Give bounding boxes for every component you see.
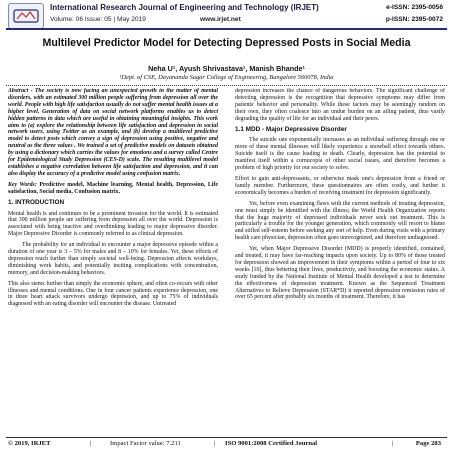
intro-heading: 1. INTRODUCTION [8, 198, 65, 206]
subsection-heading: 1.1 MDD - Major Depressive Disorder [235, 125, 347, 133]
pissn: p-ISSN: 2395-0072 [385, 16, 443, 23]
right-paragraph-1: depression increases the chance of dangerous behaviors. The significant challenge of detecting depression is the recognition that depressive symptoms may differ from patients' behavior and personality. While these factors may be seemingly random on their own, they often coalesce into an undue burden on an ailing patient, thus vastly degrading the quality of life for an individual and their peers. [235, 88, 445, 122]
journal-logo-icon [12, 7, 40, 25]
footer-divider: | [214, 440, 216, 447]
abstract-text: - The society is now facing an unexpected growth in the matter of mental disorders, with an estimated 300 million people suffering from depression all over the world. People with high life satisfaction usually do not suffer mental health issues at a higher level. Generation of data on social network platforms enables us to detect hidden patterns in data which are useful in obtaining meaningful insights. This work aims to (a) explore the relationship between life satisfaction and depression in social network users, using Twitter as an example, and (b) develop a multilevel predictive model to detect posts which convey a sign of depression using positive, negative and neutral as the three values . We trained a set of predictive models on datasets obtained by using a dictionary which carries the values for emotions and a survey called Centre for Epidemiological Study Depression (CES-D) scale. The resulting multilevel model establishes a negative correlation between life satisfaction and depression, and it can also display the accuracy of a predictive model using confusion matrix. [8, 88, 218, 177]
abstract [8, 88, 218, 178]
footer-rule [6, 437, 447, 438]
keywords-text: Predictive model, Machine learning, Mental health, Depression, Life satisfaction, Social media, Confusion matrix. [8, 181, 218, 195]
paper-affiliation: ¹Dept. of CSE, Dayananda Sagar College of Engineering, Bangalore 560078, India [119, 74, 334, 81]
right-paragraph-3: Effort to gain anti-depressants, or otherwise mask one's depression from a friend or family member. Furthermore, these questionnaires are often costly, and further it economically becomes a burden of receiving treatment for depression significantly. [235, 175, 445, 196]
footer-iso: ISO 9001:2008 Certified Journal [225, 440, 318, 447]
right-paragraph-5: Yet, when Major Depressive Disorder (MDD) is properly identified, contained, and treated, it may have far-reaching impacts upon society. Up to 80% of those treated for depression showed an improvement in their symptoms within a period of four to six weeks [10], thus bettering their lives, productivity, and boosting the economic status. A study funded by the National Institute of Mental Health developed a test to determine the effectiveness of depression treatment. Known as the Sequenced Treatment Alternatives to Relieve Depression (STAR*D) it reported depression remission rates of over 65 percent after probably six months of treatment. Therefore, it has [235, 246, 445, 301]
abstract-label: Abstract [8, 88, 29, 94]
intro-paragraph-3: This also stems further than simply the economic sphere, and often co-occurs with other illnesses and mental conditions. One in four cancer patients experience depression, one in three heart attack survivors undergo depression, and up to 75% of individuals diagnosed with an eating disorder will encounter the disease. Untreated [8, 280, 218, 308]
intro-paragraph-1: Mental health is and continues to be a prominent invasion for the world. It is estimated that 300 million people are suffering from depression all over the world. Depression is associated with being inactive and overthinking leading to major depressive disorder. Major Depressive Disorder is commonly referred to as clinical depression. [8, 210, 218, 238]
intro-paragraph-2: The probability for an individual to encounter a major depressive episode within a duration of one year is 3 – 5% for males and 8 – 10% for females. Yet, these effects of depression reach further than simply societal well-being. Depression affects workdays, diminishing work habits, and potentially inciting complications with concentration, memory, and decision-making behaviors. [8, 242, 218, 276]
eissn: e-ISSN: 2395-0056 [386, 4, 443, 11]
footer-divider: | [90, 440, 92, 447]
paper-title: Multilevel Predictor Model for Detecting Depressed Posts in Social Media [42, 37, 411, 49]
journal-website[interactable]: www.irjet.net [200, 16, 241, 23]
keywords-label: Key Words: [8, 181, 37, 188]
footer-impact-factor: Impact Factor value: 7.211 [110, 440, 181, 447]
journal-name: International Research Journal of Engineering and Technology (IRJET) [50, 3, 319, 12]
paper-authors: Neha U¹, Ayush Shrivastava¹, Manish Bhande¹ [148, 64, 305, 73]
footer-page-number: Page 283 [415, 440, 441, 447]
section-separator [6, 85, 447, 87]
right-paragraph-4: Yet, before even examining flaws with the current methods of treating depression, one must simply be identified with the illness; the World Health Organization reports that the huge majority of depressed individuals never seek out treatment. This is particularly a trouble for the younger generation, which commonly will resort to blame and stifled self-esteem before seeking any sort of help. Even during visits with a primary health care physician, depression often goes unrecognized, and therefore undiagnosed. [235, 200, 445, 242]
journal-logo [8, 3, 44, 29]
keywords [8, 182, 218, 196]
right-paragraph-2: The suicide rate exponentially increases as an individual suffering through one or more of these mental illnesses will likely experience a snowball effect towards others. Suicide itself is the cause leading to death. Clearly, depression has the potential to manifest itself within a cornucopia of other social issues, and therefore becomes a problem of high priority for our society to solve. [235, 137, 445, 172]
volume-issue: Volume: 06 Issue: 05 | May 2019 [50, 16, 146, 23]
right-column [235, 88, 445, 435]
header-rule [6, 28, 447, 30]
left-column [8, 88, 218, 435]
footer-copyright: © 2019, IRJET [8, 440, 51, 447]
journal-header [0, 0, 453, 30]
footer-divider: | [392, 440, 394, 447]
